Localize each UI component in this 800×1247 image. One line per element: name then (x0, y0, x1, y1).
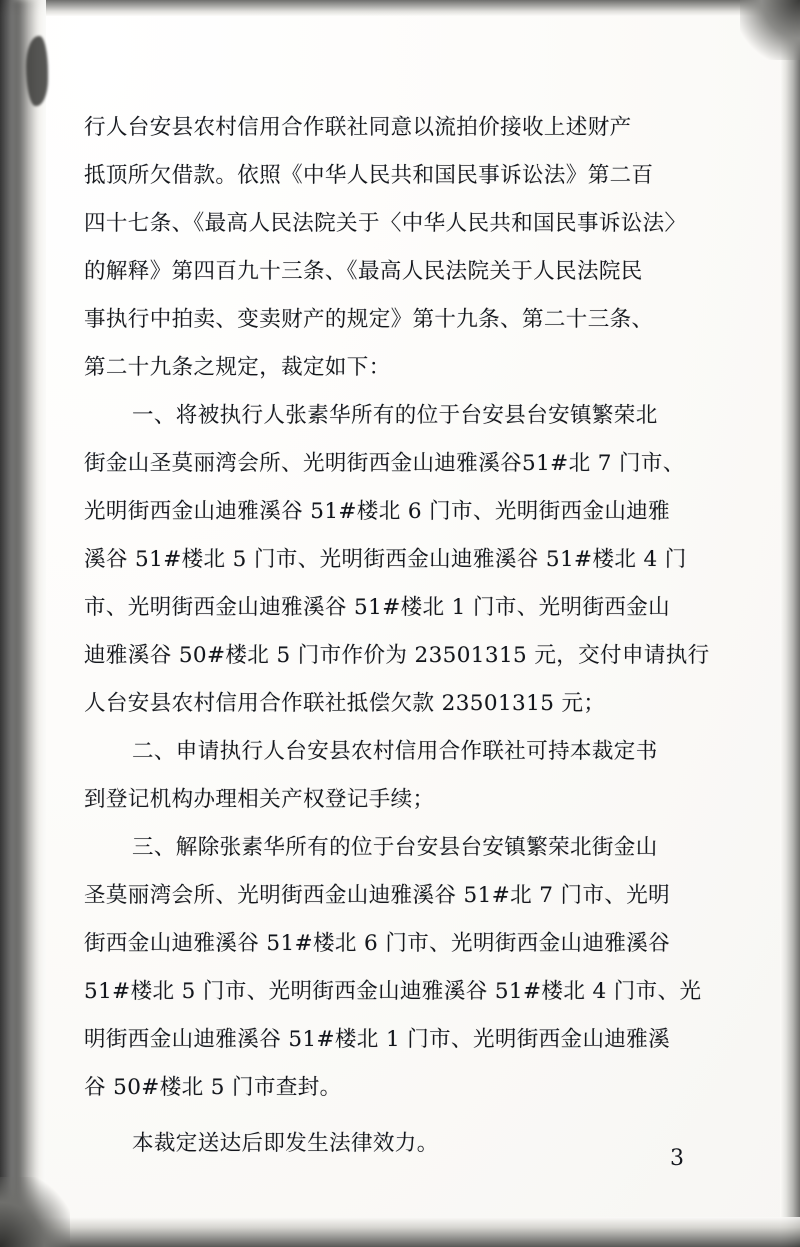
body-line: 抵顶所欠借款。依照《中华人民共和国民事诉讼法》第二百 (84, 163, 654, 188)
body-line: 市、光明街西金山迪雅溪谷 51#楼北 1 门市、光明街西金山 (84, 595, 671, 620)
scan-edge-artifact (26, 36, 48, 106)
paragraph-spacer (84, 1112, 684, 1120)
body-line: 街西金山迪雅溪谷 51#楼北 6 门市、光明街西金山迪雅溪谷 (84, 931, 671, 956)
scan-top-right-corner-shadow (740, 0, 800, 60)
scan-right-edge-shadow (780, 0, 800, 1247)
body-line: 明街西金山迪雅溪谷 51#楼北 1 门市、光明街西金山迪雅溪 (84, 1027, 671, 1052)
scan-bottom-edge-shadow (0, 1217, 800, 1247)
body-line: 圣莫丽湾会所、光明街西金山迪雅溪谷 51#北 7 门市、光明 (84, 883, 671, 908)
body-line: 事执行中拍卖、变卖财产的规定》第十九条、第二十三条、 (84, 307, 654, 332)
scan-bottom-left-corner-shadow (0, 1177, 70, 1247)
body-line: 人台安县农村信用合作联社抵偿欠款 23501315 元； (84, 691, 606, 716)
body-line: 溪谷 51#楼北 5 门市、光明街西金山迪雅溪谷 51#楼北 4 门 (84, 547, 687, 572)
body-line: 迪雅溪谷 50#楼北 5 门市作价为 23501315 元，交付申请执行 (84, 643, 710, 668)
body-line: 本裁定送达后即发生法律效力。 (132, 1131, 439, 1156)
body-line: 第二十九条之规定，裁定如下： (84, 355, 391, 380)
body-line: 街金山圣莫丽湾会所、光明街西金山迪雅溪谷51#北 7 门市、 (84, 451, 685, 476)
body-line: 行人台安县农村信用合作联社同意以流拍价接收上述财产 (84, 115, 632, 140)
page-number: 3 (670, 1146, 684, 1171)
body-line: 到登记机构办理相关产权登记手续； (84, 787, 435, 812)
body-line: 一、将被执行人张素华所有的位于台安县台安镇繁荣北 (132, 403, 658, 428)
body-line: 三、解除张素华所有的位于台安县台安镇繁荣北街金山 (132, 835, 658, 860)
document-body (84, 104, 710, 1168)
scan-left-edge-shadow (0, 0, 46, 1247)
scan-top-edge-shadow (0, 0, 800, 16)
body-line: 谷 50#楼北 5 门市查封。 (84, 1075, 342, 1100)
body-line: 的解释》第四百九十三条、《最高人民法院关于人民法院民 (84, 259, 643, 284)
body-line: 二、申请执行人台安县农村信用合作联社可持本裁定书 (132, 739, 658, 764)
body-line: 四十七条、《最高人民法院关于〈中华人民共和国民事诉讼法〉 (84, 211, 687, 236)
body-line: 51#楼北 5 门市、光明街西金山迪雅溪谷 51#楼北 4 门市、光 (84, 979, 702, 1004)
body-line: 光明街西金山迪雅溪谷 51#楼北 6 门市、光明街西金山迪雅 (84, 499, 671, 524)
